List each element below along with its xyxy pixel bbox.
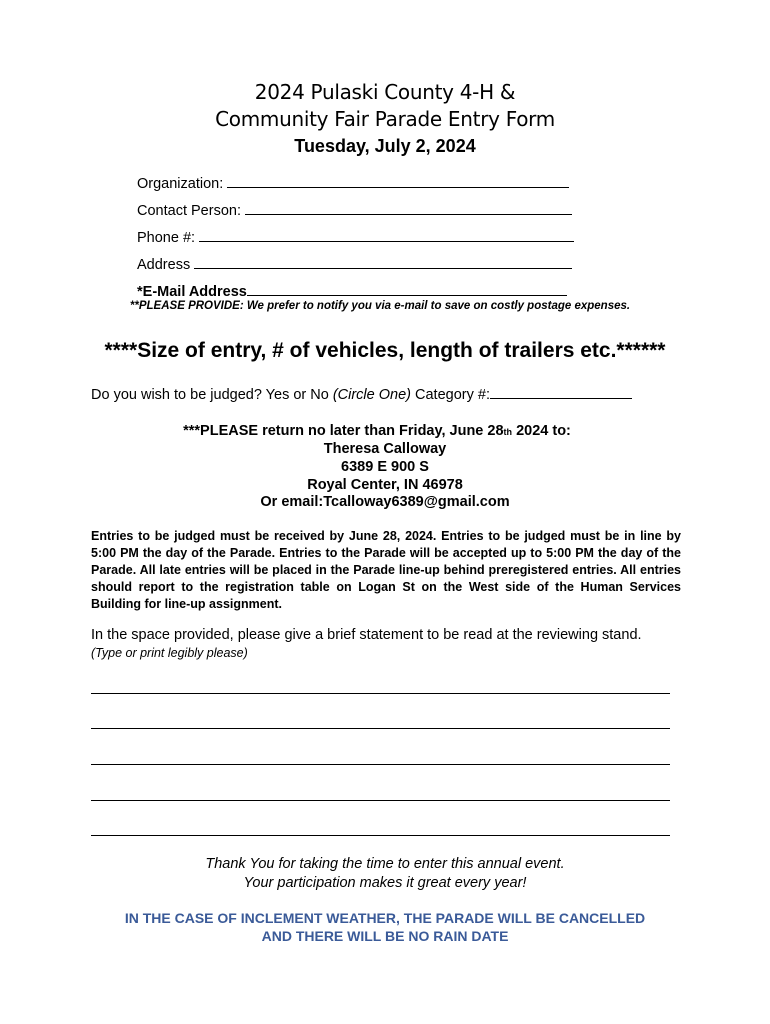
organization-line xyxy=(227,175,569,188)
weather-notice-line-2: AND THERE WILL BE NO RAIN DATE xyxy=(261,928,509,944)
address-field[interactable] xyxy=(137,256,572,273)
form-title-line1: 2024 Pulaski County 4-H & xyxy=(254,80,516,104)
organization-field[interactable] xyxy=(137,175,569,192)
judging-question-text: Do you wish to be judged? Yes or No xyxy=(91,387,333,403)
statement-prompt: In the space provided, please give a brief statement to be read at the reviewing stand. xyxy=(91,627,642,643)
contact-person-label: Contact Person: xyxy=(137,203,245,219)
statement-line-3[interactable] xyxy=(91,764,670,765)
phone-field[interactable] xyxy=(137,229,574,246)
contact-person-field[interactable] xyxy=(137,202,572,219)
return-deadline-text-a: ***PLEASE return no later than Friday, June 28 xyxy=(183,423,504,439)
email-field[interactable] xyxy=(137,283,567,300)
statement-line-5[interactable] xyxy=(91,835,670,836)
address-line xyxy=(194,256,572,269)
email-line xyxy=(247,283,567,296)
organization-label: Organization: xyxy=(137,176,228,192)
return-deadline-text-b: 2024 to: xyxy=(512,423,571,439)
weather-notice-line-1: IN THE CASE OF INCLEMENT WEATHER, THE PARADE WILL BE CANCELLED xyxy=(124,910,646,926)
return-name: Theresa Calloway xyxy=(323,441,447,457)
form-title-line2: Community Fair Parade Entry Form xyxy=(215,107,555,131)
return-deadline xyxy=(0,422,762,441)
contact-person-line xyxy=(245,202,572,215)
circle-one-text: (Circle One) xyxy=(332,387,411,403)
category-line xyxy=(490,386,632,399)
return-city: Royal Center, IN 46978 xyxy=(307,477,463,493)
statement-line-4[interactable] xyxy=(91,800,670,801)
return-deadline-suffix: th xyxy=(503,427,513,437)
thanks-line-1: Thank You for taking the time to enter this annual event. xyxy=(205,856,565,872)
statement-instruction: (Type or print legibly please) xyxy=(91,646,248,660)
return-email: Or email:Tcalloway6389@gmail.com xyxy=(260,494,510,510)
category-label: Category #: xyxy=(410,387,490,403)
email-label: *E-Mail Address xyxy=(137,284,247,300)
entries-rules-paragraph: Entries to be judged must be received by June 28, 2024. Entries to be judged must be in line by 5:00 PM the day of the Parade. Entries to the Parade will be accepted up to 5:00 PM the day of the Parade. All late entries will be placed in the Parade line-up behind preregistered entries. All entries should report to the registration table on Logan St on the West side of the Human Services Building for line-up assignment. xyxy=(91,529,681,611)
size-of-entry-heading: ****Size of entry, # of vehicles, length of trailers etc.****** xyxy=(104,339,666,362)
email-note: **PLEASE PROVIDE: We prefer to notify you via e-mail to save on costly postage expenses. xyxy=(129,300,631,312)
judging-question[interactable] xyxy=(91,386,632,403)
statement-line-2[interactable] xyxy=(91,728,670,729)
parade-date: Tuesday, July 2, 2024 xyxy=(294,136,476,156)
statement-line-1[interactable] xyxy=(91,693,670,694)
thanks-line-2: Your participation makes it great every year! xyxy=(243,875,527,891)
phone-label: Phone #: xyxy=(137,230,200,246)
address-label: Address xyxy=(137,257,195,273)
return-street: 6389 E 900 S xyxy=(341,459,429,475)
phone-line xyxy=(199,229,574,242)
